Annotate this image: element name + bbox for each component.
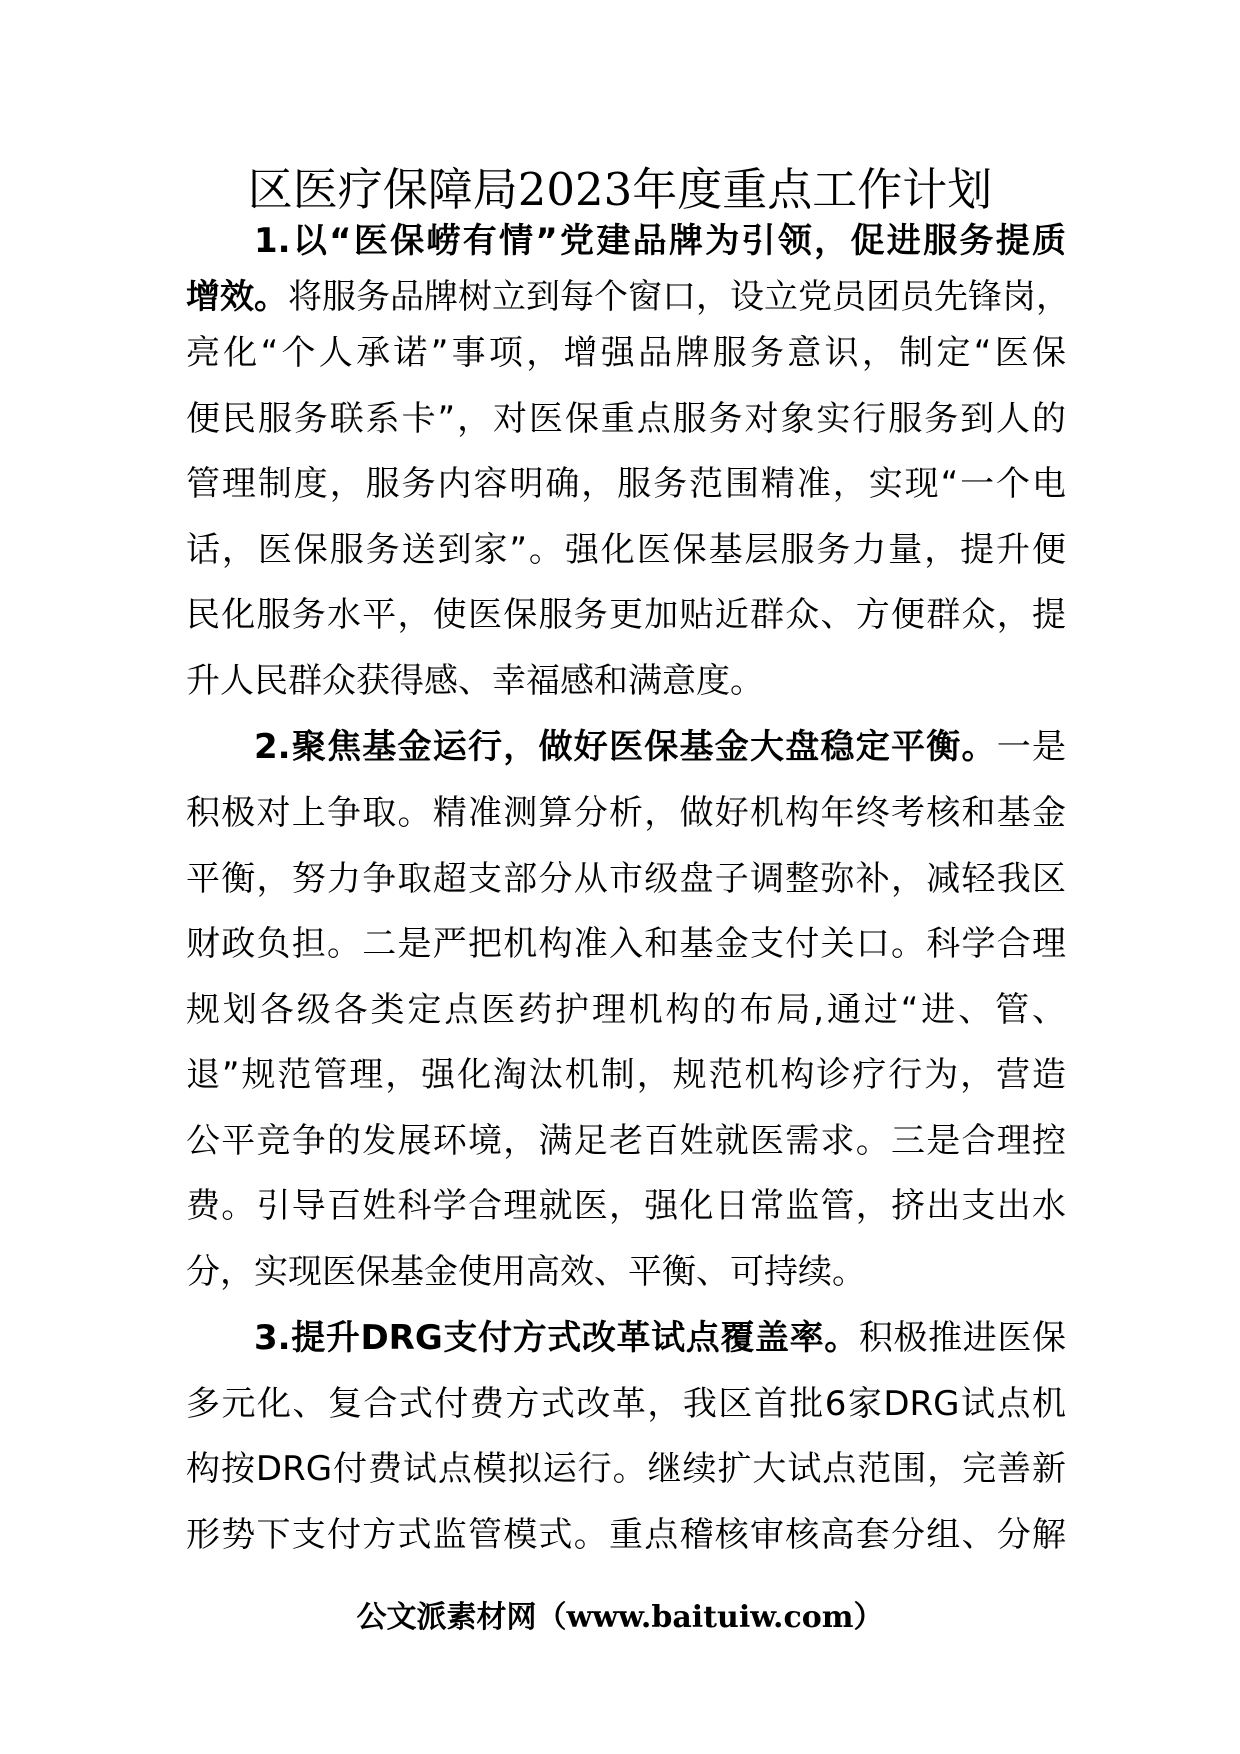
text-line <box>186 517 1066 583</box>
line-text: 退”规范管理，强化淘汰机制，规范机构诊疗行为，营造 <box>186 1055 1066 1095</box>
text-line <box>254 1305 1066 1371</box>
line-text: 一是 <box>996 727 1066 767</box>
page-title: 区医疗保障局2023年度重点工作计划 <box>247 163 993 216</box>
line-text: 亮化“个人承诺”事项，增强品牌服务意识，制定“医保 <box>186 333 1066 373</box>
bold-heading: 2.聚焦基金运行，做好医保基金大盘稳定平衡。 <box>254 727 997 767</box>
line-text: 多元化、复合式付费方式改革，我区首批6家DRG试点机 <box>186 1384 1066 1424</box>
line-text: 规划各级各类定点医药护理机构的布局,通过“进、管、 <box>186 990 1066 1030</box>
line-text: 公平竞争的发展环境，满足老百姓就医需求。三是合理控 <box>186 1121 1066 1161</box>
text-line <box>186 846 1066 912</box>
text-line <box>186 451 1066 517</box>
line-text: 管理制度，服务内容明确，服务范围精准，实现“一个电 <box>186 464 1066 504</box>
text-line <box>186 1502 1066 1568</box>
line-text: 形势下支付方式监管模式。重点稽核审核高套分组、分解 <box>186 1515 1066 1555</box>
text-line <box>186 977 1066 1043</box>
line-text: 积极推进医保 <box>858 1318 1066 1358</box>
line-text: 将服务品牌树立到每个窗口，设立党员团员先锋岗， <box>288 277 1070 317</box>
line-text: 民化服务水平，使医保服务更加贴近群众、方便群众，提 <box>186 595 1066 635</box>
line-text: 便民服务联系卡”，对医保重点服务对象实行服务到人的 <box>186 399 1066 439</box>
line-text: 平衡，努力争取超支部分从市级盘子调整弥补，减轻我区 <box>186 859 1066 899</box>
bold-heading: 1.以“医保崂有情”党建品牌为引领，促进服务提质 <box>254 221 1066 261</box>
bold-heading: 3.提升DRG支付方式改革试点覆盖率。 <box>254 1318 859 1358</box>
text-line <box>186 1173 1066 1239</box>
text-line <box>186 386 1066 452</box>
text-line <box>186 1239 1066 1305</box>
text-line <box>186 911 1066 977</box>
line-text: 分，实现医保基金使用高效、平衡、可持续。 <box>186 1252 866 1292</box>
line-text: 财政负担。二是严把机构准入和基金支付关口。科学合理 <box>186 924 1066 964</box>
line-text: 升人民群众获得感、幸福感和满意度。 <box>186 661 764 701</box>
text-line <box>254 714 1066 780</box>
footer-watermark: 公文派素材网（www.baituiw.com） <box>356 1600 884 1635</box>
text-line <box>186 1108 1066 1174</box>
text-line <box>186 1436 1066 1502</box>
bold-heading: 增效。 <box>186 277 288 317</box>
line-text: 话，医保服务送到家”。强化医保基层服务力量，提升便 <box>186 530 1066 570</box>
text-line <box>186 582 1066 648</box>
line-text: 积极对上争取。精准测算分析，做好机构年终考核和基金 <box>186 793 1066 833</box>
text-line <box>186 1371 1066 1437</box>
text-line <box>186 780 1066 846</box>
text-line <box>186 648 1066 714</box>
line-text: 构按DRG付费试点模拟运行。继续扩大试点范围，完善新 <box>186 1449 1066 1489</box>
text-line <box>186 1042 1066 1108</box>
text-line <box>186 320 1066 386</box>
line-text: 费。引导百姓科学合理就医，强化日常监管，挤出支出水 <box>186 1186 1066 1226</box>
